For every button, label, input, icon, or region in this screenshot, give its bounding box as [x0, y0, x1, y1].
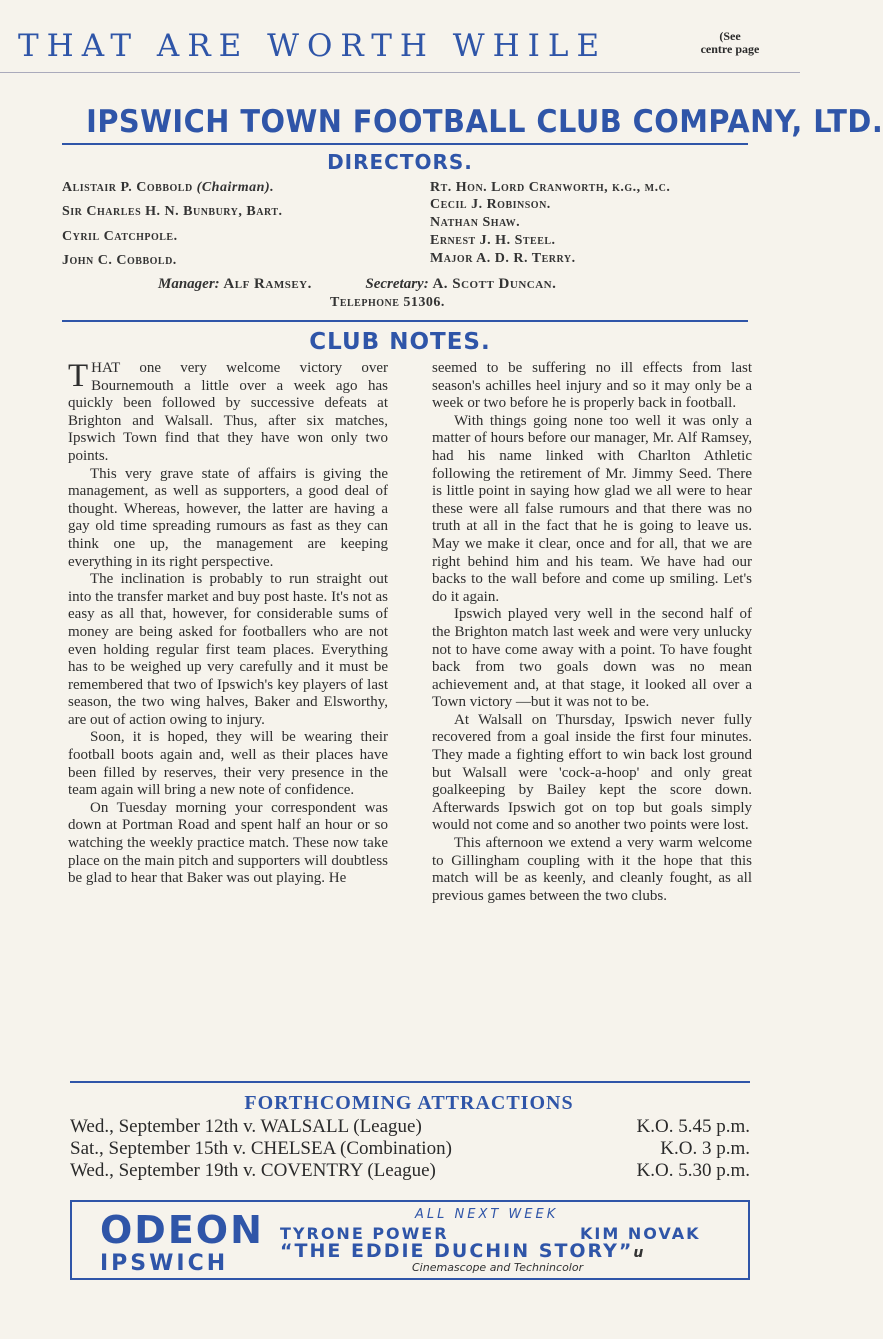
officials-line — [158, 276, 556, 293]
directors-title: DIRECTORS. — [327, 150, 473, 174]
notes-column-right — [432, 360, 752, 905]
notes-paragraph: At Walsall on Thursday, Ipswich never fully recovered from a goal inside the first four minutes. They made a fighting effort to win back lost ground but Walsall were 'cock-a-hoop' and only great goalkeeping by Bailey kept the score down. Afterwards Ipswich got on top but goals simply would not come and so another two points were lost. — [432, 711, 752, 834]
director-right-3: Nathan Shaw. — [430, 215, 521, 230]
director-right-5: Major A. D. R. Terry. — [430, 251, 576, 266]
notes-paragraph: Ipswich played very well in the second half of the Brighton match last week and were very unlucky not to have come away with a point. To have fought back from two goals down was no mean achievement and, at that stage, it looked all over a Town victory —but it was not to be. — [432, 606, 752, 711]
fixture-kickoff: K.O. 5.45 p.m. — [636, 1116, 750, 1137]
fixture-match: Sat., September 15th v. CHELSEA (Combination) — [70, 1138, 452, 1159]
star-2: KIM NOVAK — [580, 1224, 701, 1243]
telephone-line — [330, 295, 445, 311]
odeon-logo: ODEON — [100, 1208, 264, 1252]
fixture-row — [70, 1138, 750, 1162]
director-left-4: John C. Cobbold. — [62, 253, 177, 268]
star-1: TYRONE POWER — [280, 1224, 449, 1243]
notes-paragraph: This very grave state of affairs is giving the management, as well as supporters, a good deal of thought. Whereas, however, the latter are having a gay old time spreading rumours as fast as they can think one up, the management are keeping everything in its right perspective. — [68, 465, 388, 570]
director-left-1 — [62, 180, 274, 196]
secretary-label: Secretary: — [365, 276, 429, 292]
directors-rule — [62, 320, 748, 322]
notes-paragraph: With things going none too well it was only a matter of hours before our manager, Mr. Alf Ramsey, had his name linked with Charlton Athletic following the retirement of Mr. Jimmy Seed. There is little point in saying how glad we all were to hear these were all false rumours and that there was no truth at all in the fact that he is going to leave us. May we make it clear, once and for all, that we are right behind him and his team. We have had our backs to the wall before and come up smiling. Let's do it again. — [432, 412, 752, 605]
director-left-2: Sir Charles H. N. Bunbury, Bart. — [62, 204, 283, 219]
director-right-4: Ernest J. H. Steel. — [430, 233, 556, 248]
director-right-1: Rt. Hon. Lord Cranworth, k.g., m.c. — [430, 180, 671, 195]
see-note-line-2: centre page — [700, 42, 760, 56]
notes-paragraph: seemed to be suffering no ill effects from last season's achilles heel injury and so it may only be a week or two before he is properly back in football. — [432, 360, 752, 412]
film-rating: u — [633, 1245, 646, 1261]
notes-rule — [70, 1081, 750, 1083]
fixture-row — [70, 1160, 750, 1184]
telephone-number: 51306. — [403, 295, 445, 310]
company-title: IPSWICH TOWN FOOTBALL CLUB COMPANY, LTD. — [86, 104, 883, 140]
top-banner: THAT ARE WORTH WHILE — [18, 28, 608, 64]
notes-paragraph: Soon, it is hoped, they will be wearing their football boots again and, well as their places have been filled by reserves, their very presence in the team again will bring a new note of confidence. — [68, 729, 388, 799]
forthcoming-title: FORTHCOMING ATTRACTIONS — [244, 1092, 574, 1114]
director-left-3: Cyril Catchpole. — [62, 229, 178, 244]
notes-paragraph: THAT one very welcome victory over Bournemouth a little over a week ago has quickly been followed by successive defeats at Brighton and Walsall. Thus, after six matches, Ipswich Town find that they have won only two points. — [68, 358, 388, 464]
secretary-name: A. Scott Duncan. — [432, 276, 557, 292]
odeon-town: IPSWICH — [100, 1251, 229, 1276]
notes-paragraph: The inclination is probably to run straight out into the transfer market and buy post haste. It's not as easy as all that, however, for considerable sums of money are being asked for footballers who are not even holding regular first team places. Everything has to be weighed up very carefully and it must be remembered that two of Ipswich's key players of last season, the two wing halves, Baker and Elsworthy, are out of action owing to injury. — [68, 571, 388, 728]
chairman-label: (Chairman). — [196, 180, 275, 195]
all-next-week: ALL NEXT WEEK — [415, 1207, 559, 1222]
notes-column-left — [68, 360, 388, 888]
manager-name: Alf Ramsey. — [223, 276, 312, 292]
manager-label: Manager: — [158, 276, 220, 292]
film-title — [280, 1240, 645, 1262]
fixture-kickoff: K.O. 5.30 p.m. — [636, 1160, 750, 1181]
notes-paragraph: On Tuesday morning your correspondent was down at Portman Road and spent half an hour or so watching the weekly practice match. These now take place on the main pitch and supporters will doubtless be glad to hear that Baker was out playing. He — [68, 799, 388, 887]
club-notes-title: CLUB NOTES. — [309, 329, 491, 355]
see-note-line-1: (See — [719, 29, 741, 43]
fixture-match: Wed., September 19th v. COVENTRY (League) — [70, 1160, 436, 1181]
telephone-label: Telephone — [330, 295, 400, 310]
director-name: Alistair P. Cobbold — [62, 180, 193, 195]
film-name: “THE EDDIE DUCHIN STORY” — [280, 1240, 634, 1262]
top-rule — [0, 72, 800, 73]
director-right-2: Cecil J. Robinson. — [430, 197, 551, 212]
fixture-match: Wed., September 12th v. WALSALL (League) — [70, 1116, 422, 1137]
fixture-kickoff: K.O. 3 p.m. — [660, 1138, 750, 1159]
drop-cap: T — [68, 358, 89, 394]
fixture-row — [70, 1116, 750, 1140]
film-format: Cinemascope and Technincolor — [412, 1261, 584, 1274]
company-rule — [62, 143, 748, 145]
see-centre-page-note — [682, 30, 778, 56]
notes-paragraph: This afternoon we extend a very warm welcome to Gillingham coupling with it the hope that this match will be as keenly, and cleanly fought, as all previous games between the two clubs. — [432, 835, 752, 904]
